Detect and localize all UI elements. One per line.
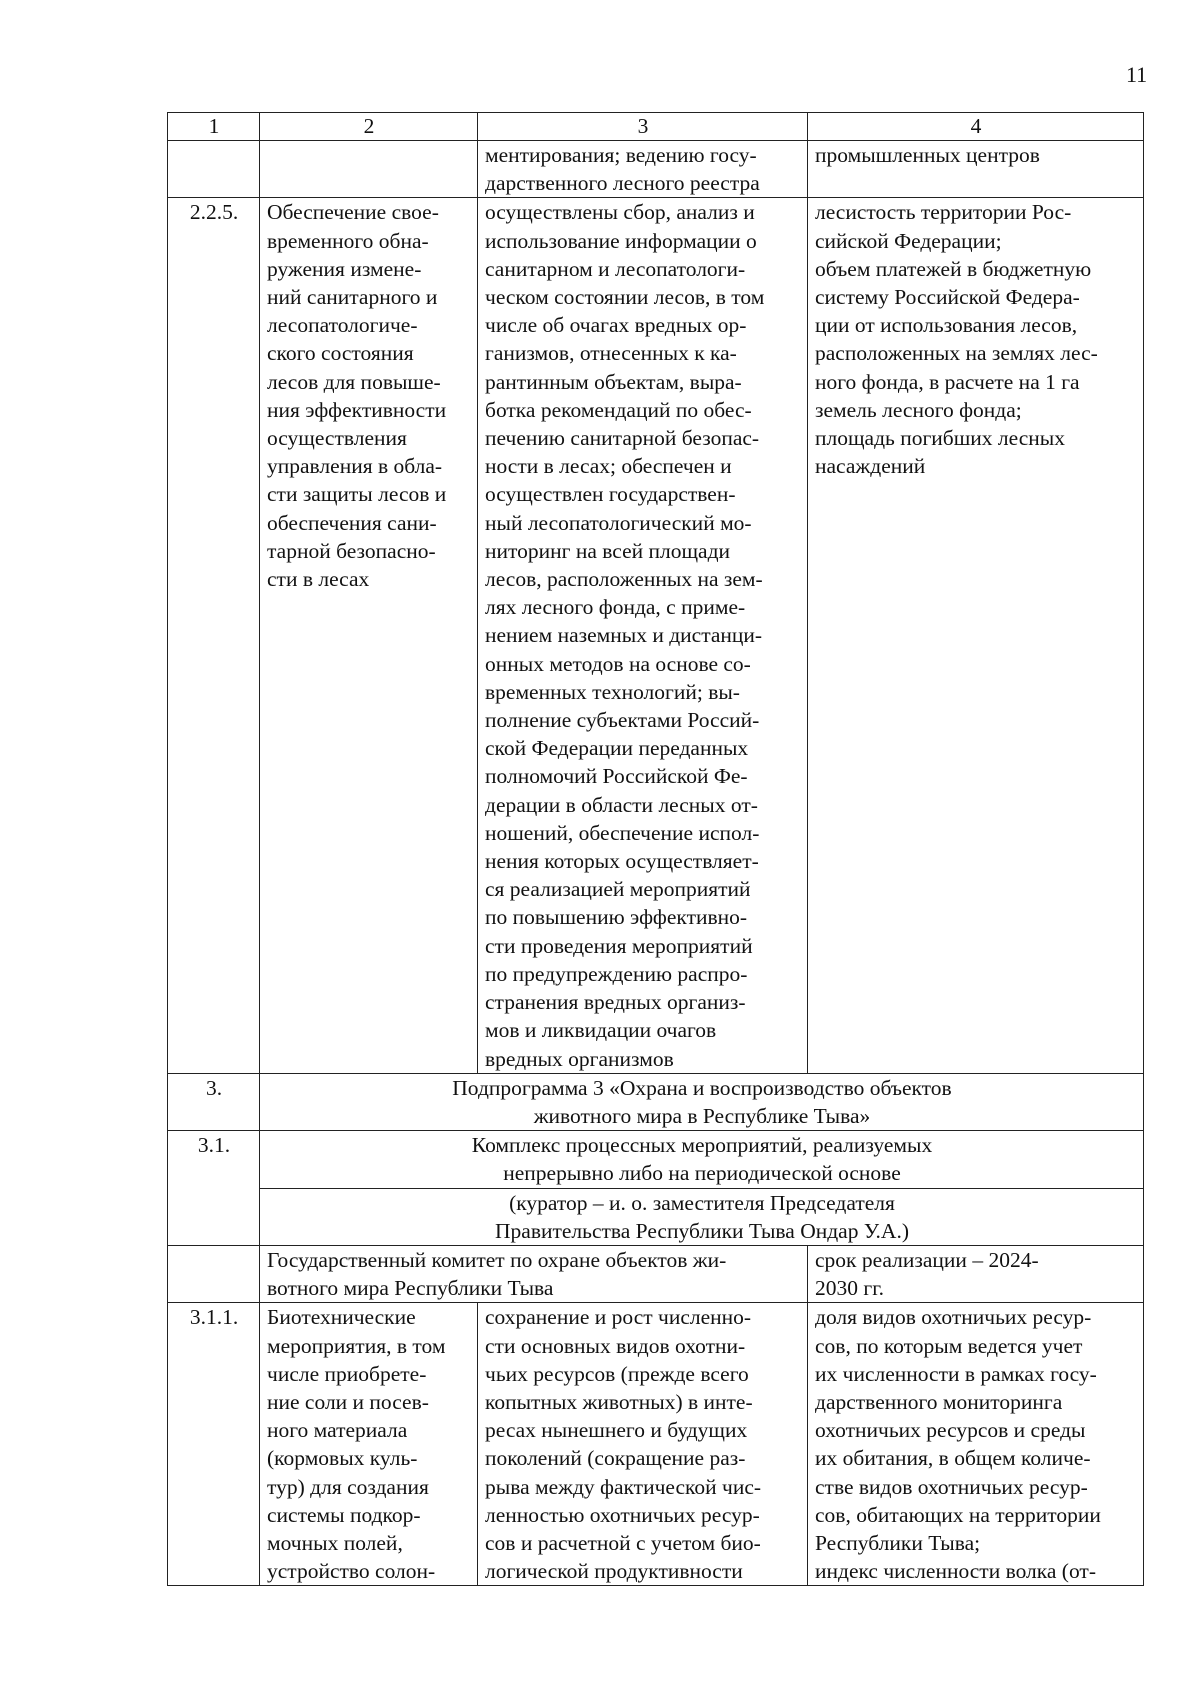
table-row-curator [168,1188,1144,1245]
table-row-subprogram-3 [168,1073,1144,1130]
measure-name: Биотехнические мероприятия, в том числе приобрете- ние соли и посев- ного материала (кормовых куль- тур) для создания системы подкор- мочных полей, устройство солон- [260,1303,478,1586]
table-row-3-1-1 [168,1303,1144,1586]
indicators: промышленных центров [808,141,1144,198]
expected-result: сохранение и рост численно- сти основных видов охотни- чьих ресурсов (прежде всего копытных животных) в инте- ресах нынешнего и будущих поколений (сокращение раз- рыва между фактической чис- ленностью охотничьих ресур- сов и расчетной с учетом био- логической продуктивности [478,1303,808,1586]
indicators: лесистость территории Рос- сийской Федерации; объем платежей в бюджетную систему Российской Федера- ции от использования лесов, расположенных на землях лес- ного фонда, в расчете на 1 га земель лесного фонда; площадь погибших лесных насаждений [808,198,1144,1073]
responsible-agency: Государственный комитет по охране объектов жи- вотного мира Республики Тыва [260,1245,808,1302]
page-number: 11 [1126,62,1148,87]
curator-text: (куратор – и. о. заместителя Председателя Правительства Республики Тыва Ондар У.А.) [260,1188,1144,1245]
table-row-3-1 [168,1131,1144,1188]
measure-name: Обеспечение свое- временного обна- ружения измене- ний санитарного и лесопатологиче- ского состояния лесов для повыше- ния эффективности осуществления управления в обла- сти защиты лесов и обеспечения сани- тарной безопасно- сти в лесах [260,198,478,1073]
measures-table [167,112,1144,1586]
indicators: доля видов охотничьих ресур- сов, по которым ведется учет их численности в рамках госу- дарственного мониторинга охотничьих ресурсов и среды их обитания, в общем количе- стве видов охотничьих ресур- сов, обитающих на территории Республики Тыва; индекс численности волка (от- [808,1303,1144,1586]
expected-result: осуществлены сбор, анализ и использование информации о санитарном и лесопатологи- ческом состоянии лесов, в том числе об очагах вредных ор- ганизмов, отнесенных к ка- рантинным объектам, выра- ботка рекомендаций по обес- печению санитарной безопас- ности в лесах; обеспечен и осуществлен государствен- ный лесопатологический мо- ниторинг на всей площади лесов, расположенных на зем- лях лесного фонда, с приме- нением наземных и дистанци- онных методов на основе со- временных технологий; вы- полнение субъектами Россий- ской Федерации переданных полномочий Российской Фе- дерации в области лесных от- ношений, обеспечение испол- нения которых осуществляет- ся реализацией мероприятий по повышению эффективно- сти проведения мероприятий по предупреждению распро- странения вредных организ- мов и ликвидации очагов вредных организмов [478,198,808,1073]
complex-title: Комплекс процессных мероприятий, реализуемых непрерывно либо на периодической основе [260,1131,1144,1188]
header-col-3: 3 [478,113,808,141]
row-number [168,141,260,198]
header-col-2: 2 [260,113,478,141]
implementation-term: срок реализации – 2024- 2030 гг. [808,1245,1144,1302]
row-number: 3.1.1. [168,1303,260,1586]
row-number: 3.1. [168,1131,260,1246]
table-row-continuation [168,141,1144,198]
subprogram-title: Подпрограмма 3 «Охрана и воспроизводство объектов животного мира в Республике Тыва» [260,1073,1144,1130]
table-row-responsible [168,1245,1144,1302]
row-number: 3. [168,1073,260,1130]
row-number [168,1245,260,1302]
measure-name [260,141,478,198]
table-header-row [168,113,1144,141]
expected-result: ментирования; ведению госу- дарственного лесного реестра [478,141,808,198]
row-number: 2.2.5. [168,198,260,1073]
header-col-1: 1 [168,113,260,141]
table-row-2-2-5 [168,198,1144,1073]
header-col-4: 4 [808,113,1144,141]
